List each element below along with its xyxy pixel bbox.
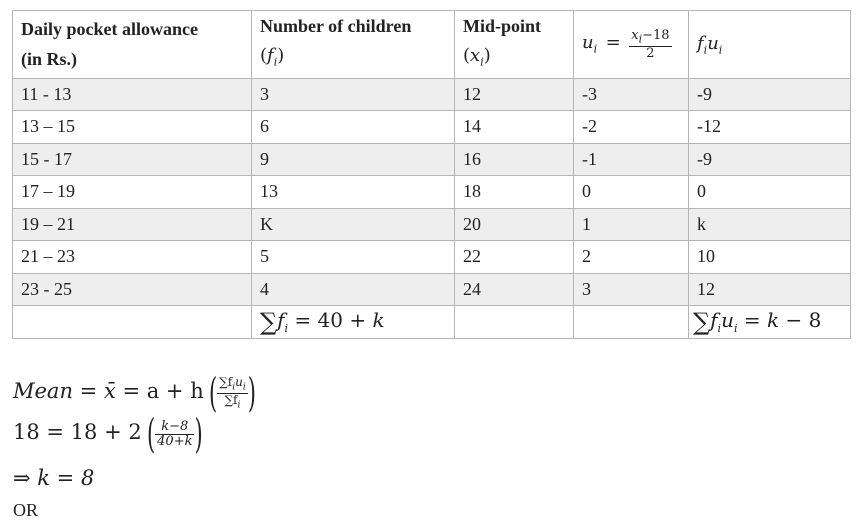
header-midpoint: Mid-point $(x_i)$ xyxy=(455,11,574,79)
substitution-line: 18 = 18 + 2 ( $\frac{k-8}{40+k}$ ) xyxy=(13,411,203,457)
header-fiui: $f_iu_i$ xyxy=(689,11,851,79)
result-line: ⇒ k = 8 xyxy=(13,466,95,490)
cell-ui: -3 xyxy=(574,78,689,111)
cell-ui: 1 xyxy=(574,208,689,241)
implies-icon: ⇒ xyxy=(13,466,31,490)
cell-midpoint: 12 xyxy=(455,78,574,111)
cell-children: 13 xyxy=(252,176,455,209)
cell-fiui: -12 xyxy=(689,111,851,144)
cell-midpoint: 14 xyxy=(455,111,574,144)
or-text: OR xyxy=(13,500,39,520)
table-row xyxy=(13,143,851,176)
cell-children: 4 xyxy=(252,273,455,306)
cell-fiui: k xyxy=(689,208,851,241)
sum-fi: $\sum f_i = 40 + k$ xyxy=(252,306,455,339)
cell-fiui: -9 xyxy=(689,143,851,176)
cell-allowance: 19 – 21 xyxy=(13,208,252,241)
cell-midpoint: 24 xyxy=(455,273,574,306)
cell-midpoint: 18 xyxy=(455,176,574,209)
sum-empty-2 xyxy=(455,306,574,339)
cell-ui: 2 xyxy=(574,241,689,274)
sum-fiui: $\sum f_iu_i = k - 8$ xyxy=(689,306,851,339)
header-children: Number of children $(f_i)$ xyxy=(252,11,455,79)
cell-fiui: 12 xyxy=(689,273,851,306)
cell-midpoint: 16 xyxy=(455,143,574,176)
cell-allowance: 15 - 17 xyxy=(13,143,252,176)
header-ui: $u_i$ = $\frac{x_i-18}{2}$ xyxy=(574,11,689,79)
cell-midpoint: 20 xyxy=(455,208,574,241)
cell-children: 5 xyxy=(252,241,455,274)
table-row xyxy=(13,176,851,209)
frequency-table xyxy=(12,10,851,339)
cell-children: 3 xyxy=(252,78,455,111)
cell-children: 9 xyxy=(252,143,455,176)
sum-empty-1 xyxy=(13,306,252,339)
cell-allowance: 11 - 13 xyxy=(13,78,252,111)
cell-allowance: 17 – 19 xyxy=(13,176,252,209)
cell-fiui: 10 xyxy=(689,241,851,274)
table-row xyxy=(13,273,851,306)
cell-allowance: 21 – 23 xyxy=(13,241,252,274)
cell-fiui: -9 xyxy=(689,78,851,111)
cell-ui: 0 xyxy=(574,176,689,209)
cell-ui: -1 xyxy=(574,143,689,176)
sum-empty-3 xyxy=(574,306,689,339)
cell-children: K xyxy=(252,208,455,241)
ui-fraction: $\frac{x_i-18}{2}$ xyxy=(631,28,670,61)
sum-row xyxy=(13,306,851,339)
table-row xyxy=(13,208,851,241)
cell-children: 6 xyxy=(252,111,455,144)
cell-fiui: 0 xyxy=(689,176,851,209)
cell-midpoint: 22 xyxy=(455,241,574,274)
cell-ui: 3 xyxy=(574,273,689,306)
header-allowance: Daily pocket allowance (in Rs.) xyxy=(13,11,252,79)
table-row xyxy=(13,111,851,144)
table-row xyxy=(13,241,851,274)
cell-allowance: 23 - 25 xyxy=(13,273,252,306)
substitution-fraction: $\frac{k-8}{40+k}$ xyxy=(157,419,193,449)
cell-allowance: 13 – 15 xyxy=(13,111,252,144)
mean-formula: Mean = x̄ = a + h ( $\frac{\sum f_iu_i}{\sum f_i}$ ) xyxy=(13,370,256,417)
mean-fraction: $\frac{\sum f_iu_i}{\sum f_i}$ xyxy=(219,375,246,411)
table-header-row xyxy=(13,11,851,79)
table-row xyxy=(13,78,851,111)
cell-ui: -2 xyxy=(574,111,689,144)
